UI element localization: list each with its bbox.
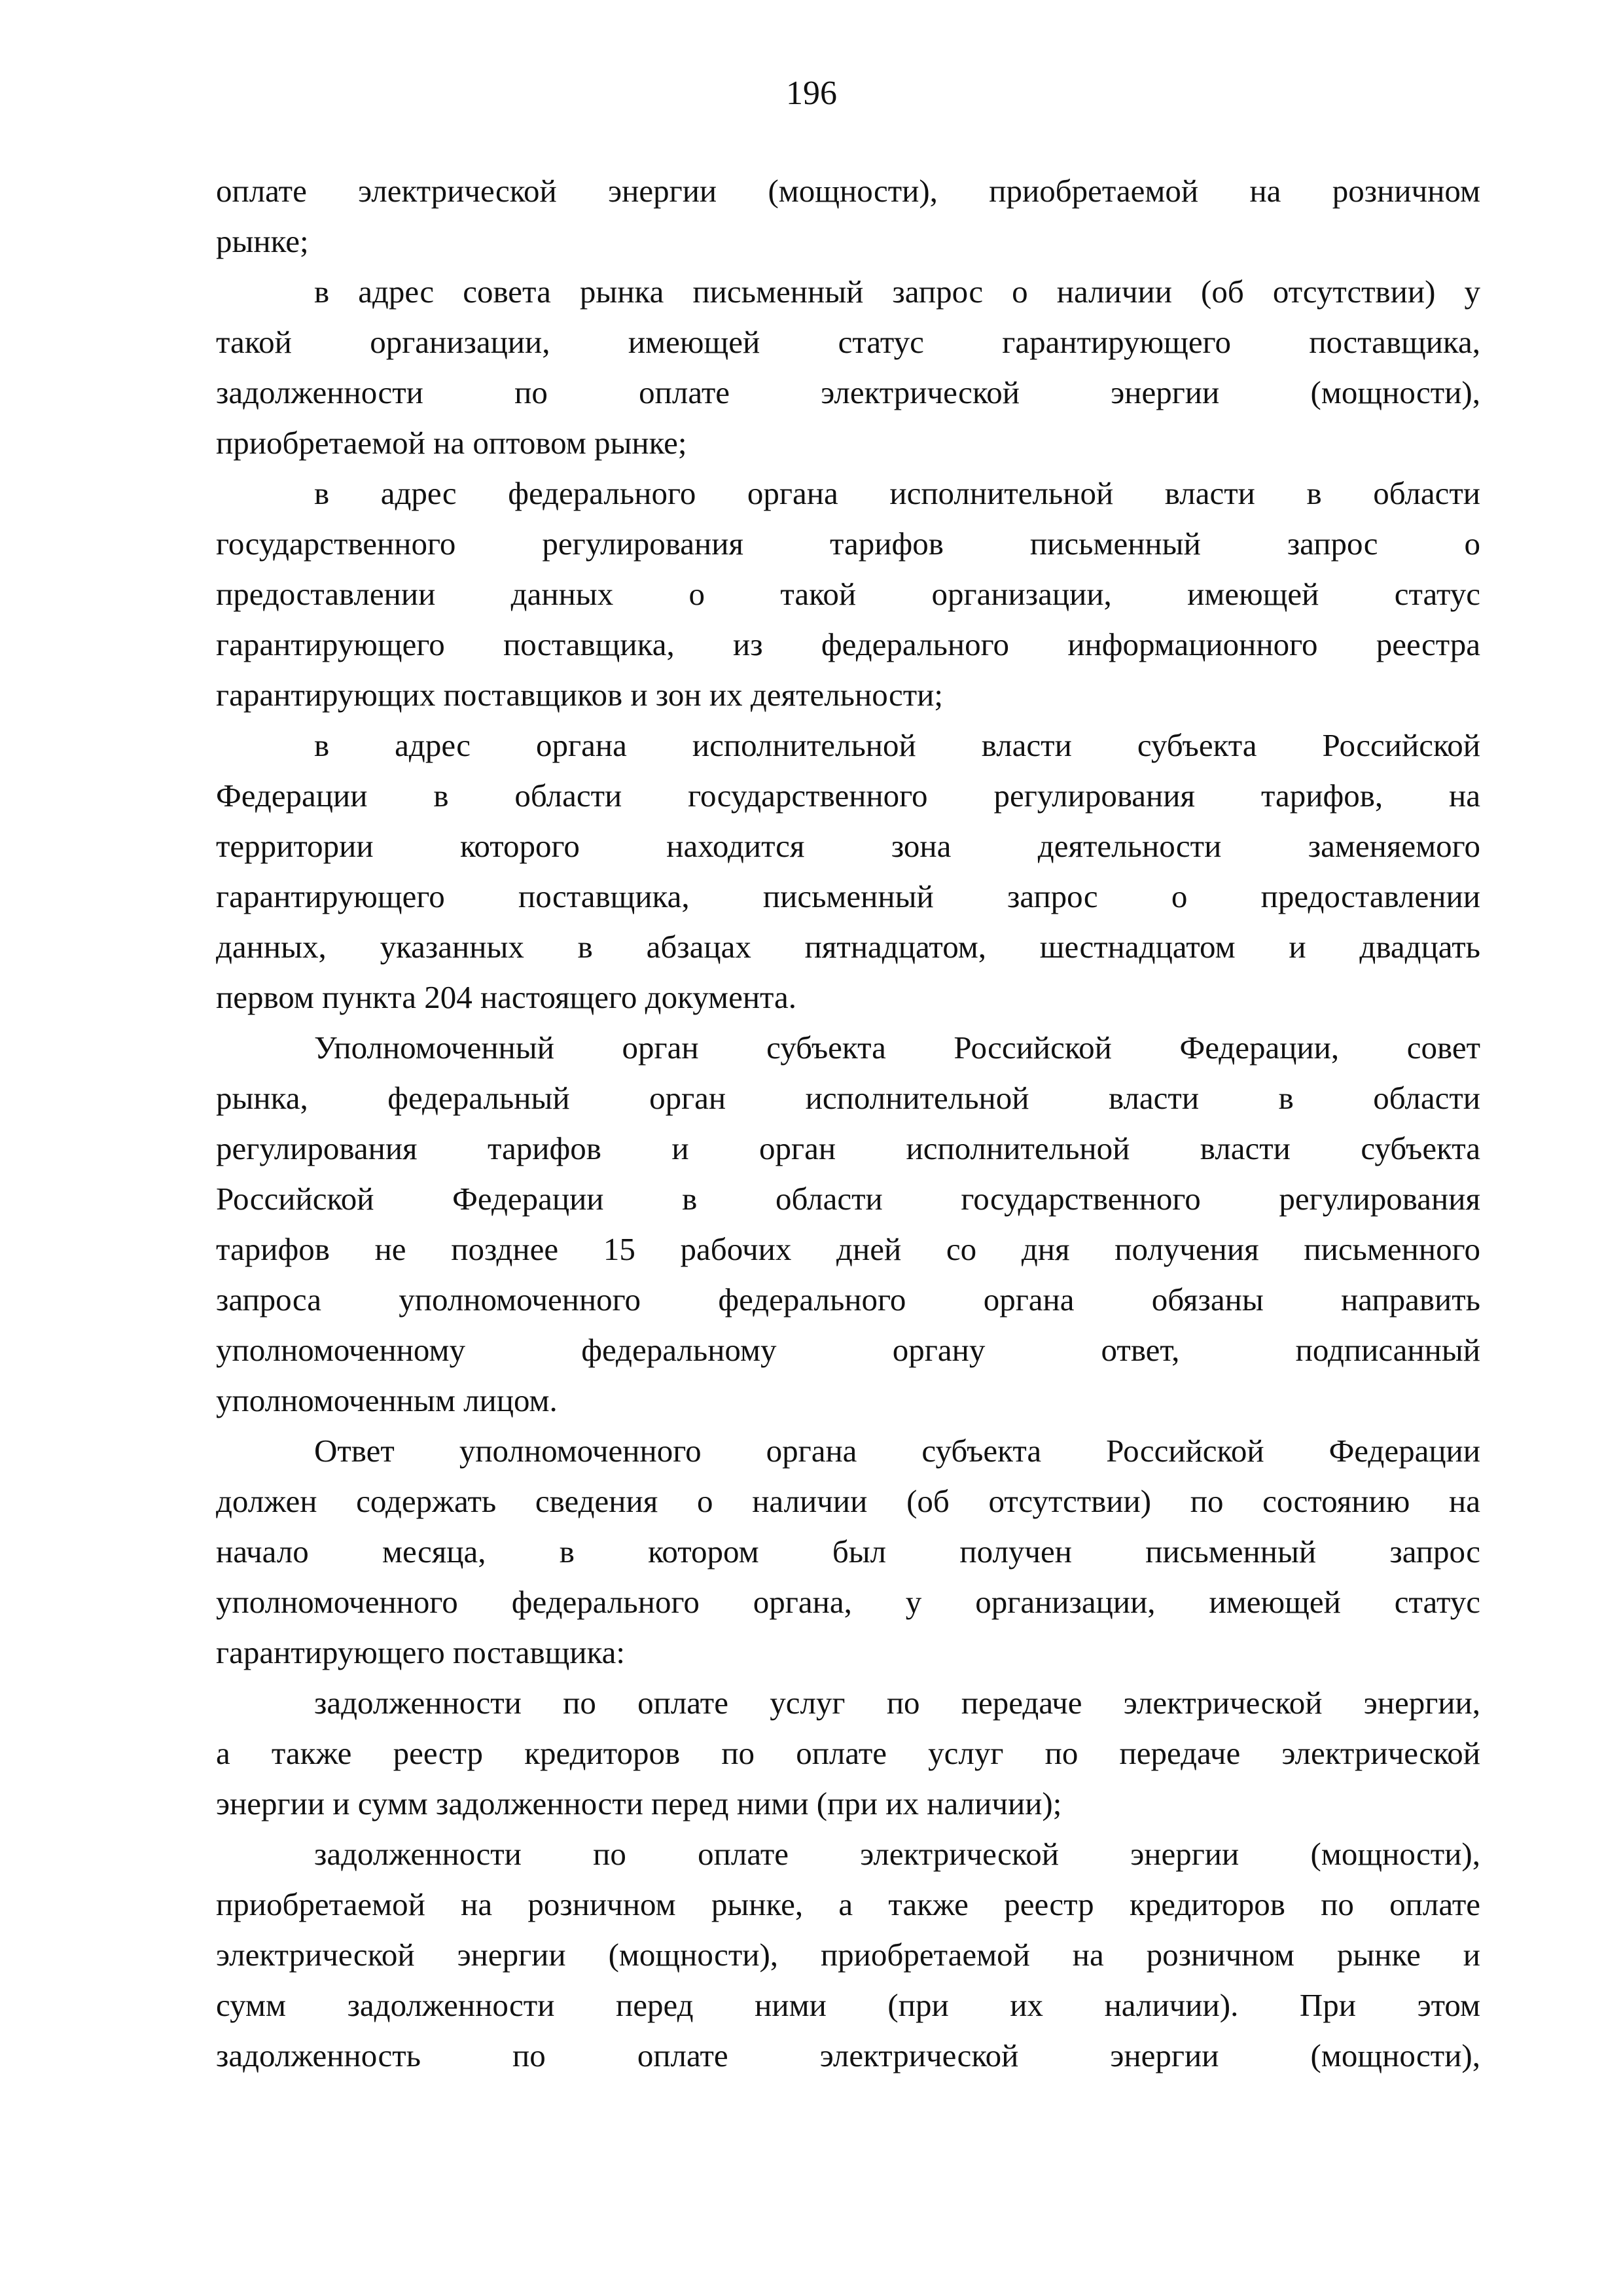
- text-line: первом пункта 204 настоящего документа.: [216, 979, 797, 1015]
- text-line: сумм задолженности перед ними (при их наличии). При этом: [216, 1987, 1480, 2023]
- text-line: гарантирующего поставщика, из федерального информационного реестра: [216, 626, 1480, 662]
- text-line: электрической энергии (мощности), приобретаемой на розничном рынке и: [216, 1937, 1480, 1973]
- text-line: тарифов не позднее 15 рабочих дней со дня получения письменного: [216, 1231, 1480, 1267]
- text-line: в адрес органа исполнительной власти субъекта Российской: [314, 727, 1480, 763]
- text-line: энергии и сумм задолженности перед ними (при их наличии);: [216, 1785, 1062, 1821]
- text-line: Уполномоченный орган субъекта Российской Федерации, совет: [314, 1030, 1480, 1066]
- text-line: приобретаемой на розничном рынке, а также реестр кредиторов по оплате: [216, 1886, 1480, 1922]
- text-line: Федерации в области государственного регулирования тарифов, на: [216, 778, 1480, 814]
- text-line: гарантирующего поставщика:: [216, 1634, 625, 1670]
- text-line: Российской Федерации в области государственного регулирования: [216, 1181, 1480, 1217]
- text-line: оплате электрической энергии (мощности), приобретаемой на розничном: [216, 173, 1480, 209]
- text-line: гарантирующих поставщиков и зон их деятельности;: [216, 677, 943, 713]
- text-line: в адрес федерального органа исполнительной власти в области: [314, 475, 1480, 511]
- text-line: государственного регулирования тарифов письменный запрос о: [216, 526, 1480, 562]
- text-line: уполномоченным лицом.: [216, 1382, 558, 1418]
- text-line: гарантирующего поставщика, письменный запрос о предоставлении: [216, 878, 1480, 914]
- text-line: задолженности по оплате электрической энергии (мощности),: [216, 374, 1480, 410]
- text-line: данных, указанных в абзацах пятнадцатом, шестнадцатом и двадцать: [216, 929, 1480, 965]
- text-line: приобретаемой на оптовом рынке;: [216, 425, 687, 461]
- text-line: такой организации, имеющей статус гарантирующего поставщика,: [216, 324, 1480, 360]
- text-line: в адрес совета рынка письменный запрос о наличии (об отсутствии) у: [314, 274, 1480, 310]
- page-number: 196: [786, 75, 837, 112]
- text-line: уполномоченному федеральному органу ответ, подписанный: [216, 1332, 1480, 1368]
- text-line: регулирования тарифов и орган исполнительной власти субъекта: [216, 1130, 1480, 1166]
- text-line: а также реестр кредиторов по оплате услуг по передаче электрической: [216, 1735, 1480, 1771]
- text-line: уполномоченного федерального органа, у организации, имеющей статус: [216, 1584, 1480, 1620]
- text-line: задолженность по оплате электрической энергии (мощности),: [216, 2037, 1480, 2073]
- text-line: должен содержать сведения о наличии (об отсутствии) по состоянию на: [216, 1483, 1480, 1519]
- text-line: задолженности по оплате услуг по передаче электрической энергии,: [314, 1685, 1480, 1721]
- text-line: задолженности по оплате электрической энергии (мощности),: [314, 1836, 1480, 1872]
- text-line: рынка, федеральный орган исполнительной власти в области: [216, 1080, 1480, 1116]
- text-line: территории которого находится зона деятельности заменяемого: [216, 828, 1480, 864]
- text-line: запроса уполномоченного федерального органа обязаны направить: [216, 1282, 1480, 1318]
- text-line: начало месяца, в котором был получен письменный запрос: [216, 1534, 1480, 1570]
- text-line: предоставлении данных о такой организации, имеющей статус: [216, 576, 1480, 612]
- document-body: [216, 166, 1480, 2081]
- text-line: рынке;: [216, 223, 309, 259]
- text-line: Ответ уполномоченного органа субъекта Российской Федерации: [314, 1433, 1480, 1469]
